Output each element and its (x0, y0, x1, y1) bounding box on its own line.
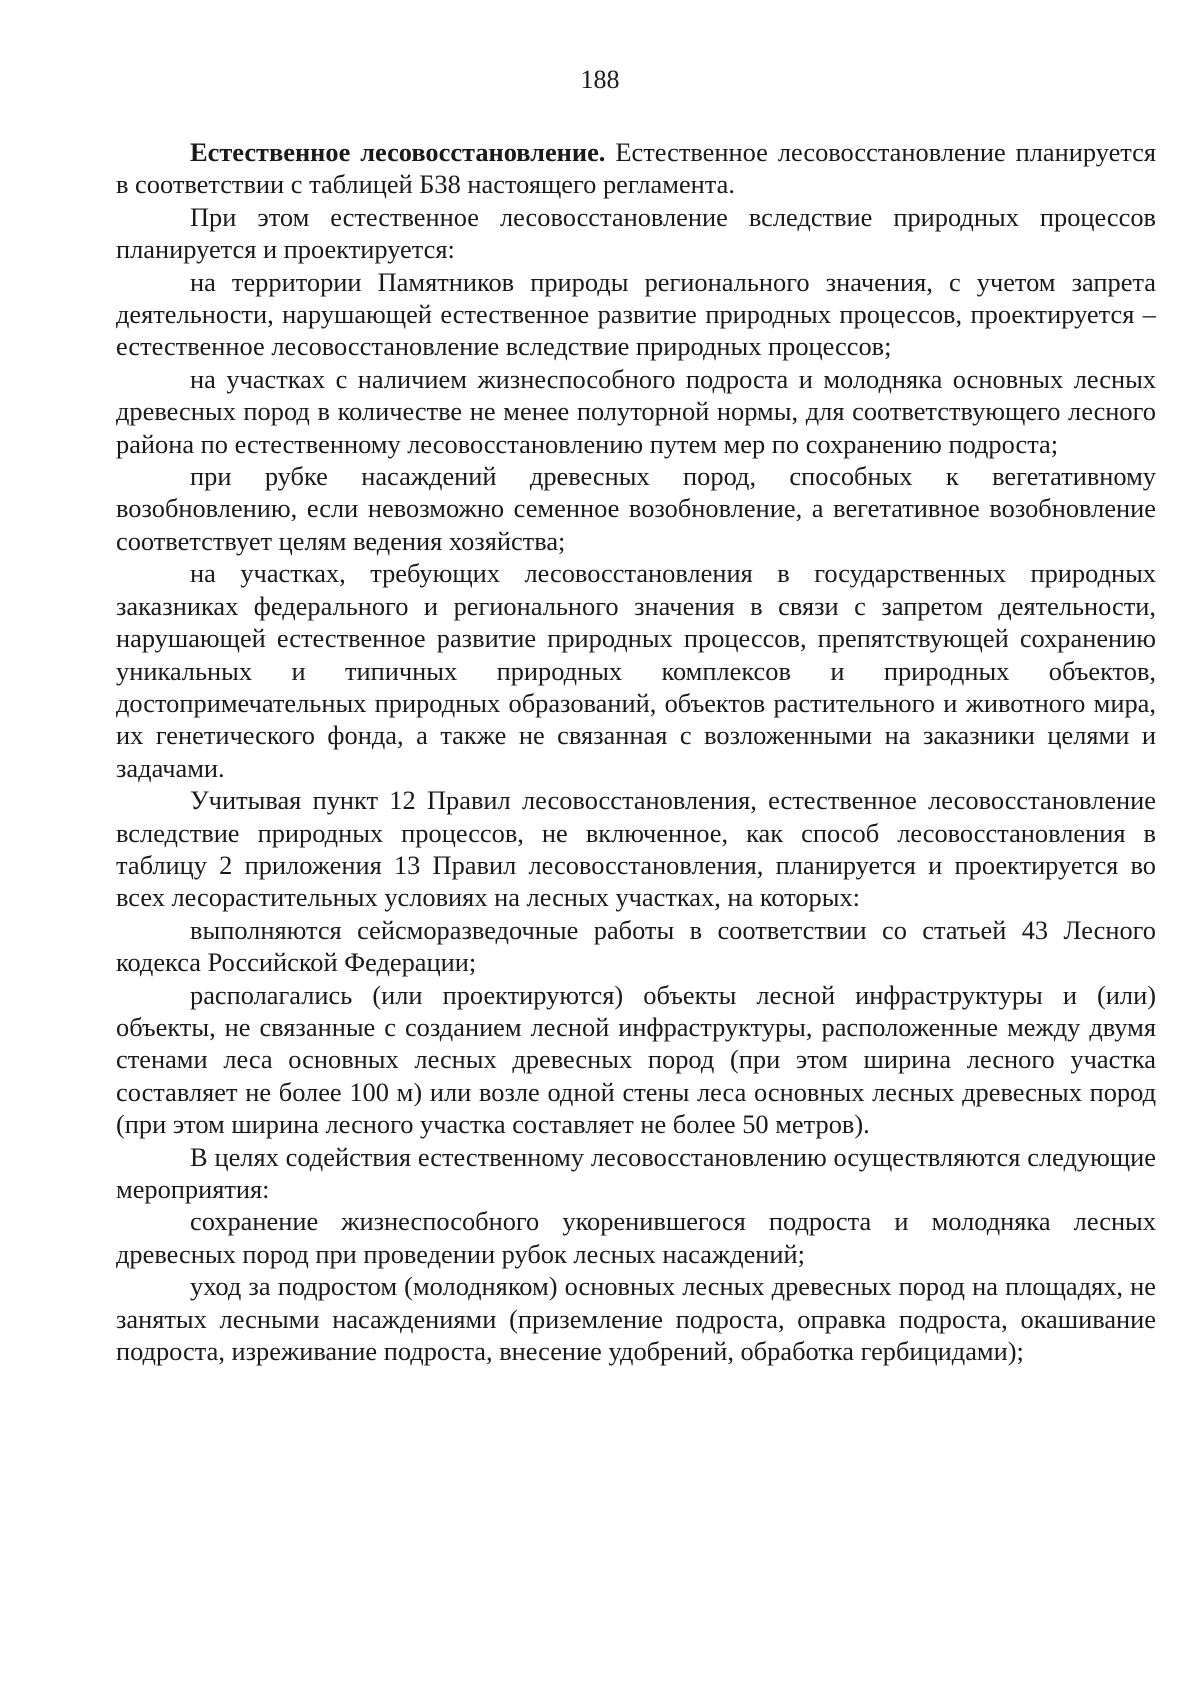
paragraph-7: Учитывая пункт 12 Правил лесовосстановления, естественное лесовосстановление вследствие природных процессов, не включенное, как способ лесовосстановления в таблицу 2 приложения 13 Правил лесовосстановления, планируется и проектируется во всех лесорастительных условиях на лесных участках, на которых: (116, 785, 1156, 913)
paragraph-10: В целях содействия естественному лесовосстановлению осуществляются следующие мероприятия: (116, 1141, 1156, 1204)
paragraph-8: выполняются сейсморазведочные работы в соответствии со статьей 43 Лесного кодекса Российской Федерации; (116, 914, 1156, 978)
paragraph-5: при рубке насаждений древесных пород, способных к вегетативному возобновлению, если невозможно семенное возобновление, а вегетативное возобновление соответствует целям ведения хозяйства; (116, 461, 1156, 556)
body-text (116, 136, 1156, 1367)
paragraph-2: При этом естественное лесовосстановление вследствие природных процессов планируется и проектируется: (116, 201, 1156, 265)
paragraph-1-text: Естественное лесовосстановление планируется в соответствии с таблицей Б38 настоящего регламента. (116, 137, 1157, 200)
paragraph-9: располагались (или проектируются) объекты лесной инфраструктуры и (или) объекты, не связанные с созданием лесной инфраструктуры, расположенные между двумя стенами леса основных лесных древесных пород (при этом ширина лесного участка составляет не более 100 м) или возле одной стены леса основных лесных древесных пород (при этом ширина лесного участка составляет не более 50 метров). (116, 979, 1156, 1140)
paragraph-4: на участках с наличием жизнеспособного подроста и молодняка основных лесных древесных пород в количестве не менее полуторной нормы, для соответствующего лесного района по естественному лесовосстановлению путем мер по сохранению подроста; (116, 363, 1156, 459)
paragraph-1 (116, 136, 1156, 201)
paragraph-12: уход за подростом (молодняком) основных лесных древесных пород на площадях, не занятых лесными насаждениями (приземление подроста, оправка подроста, окашивание подроста, изреживание подроста, внесение удобрений, обработка гербицидами); (116, 1271, 1156, 1367)
paragraph-6: на участках, требующих лесовосстановления в государственных природных заказниках федерального и регионального значения в связи с запретом деятельности, нарушающей естественное развитие природных процессов, препятствующей сохранению уникальных и типичных природных комплексов и природных объектов, достопримечательных природных образований, объектов растительного и животного мира, их генетического фонда, а также не связанная с возложенными на заказники целями и задачами. (116, 558, 1156, 783)
paragraph-1-heading: Естественное лесовосстановление. (190, 137, 606, 167)
page-number: 188 (580, 65, 620, 94)
paragraph-3: на территории Памятников природы регионального значения, с учетом запрета деятельности, нарушающей естественное развитие природных процессов, проектируется – естественное лесовосстановление вследствие природных процессов; (116, 266, 1156, 362)
paragraph-11: сохранение жизнеспособного укоренившегося подроста и молодняка лесных древесных пород при проведении рубок лесных насаждений; (116, 1206, 1156, 1269)
